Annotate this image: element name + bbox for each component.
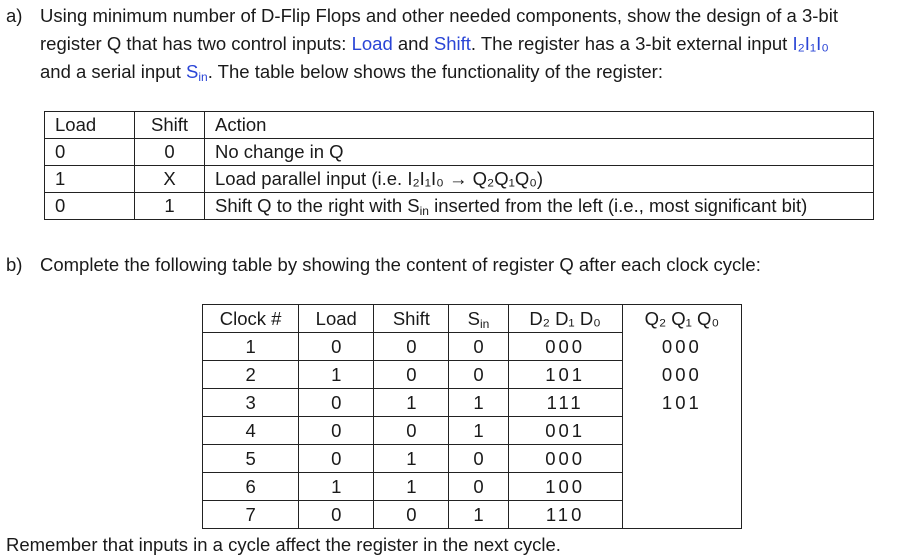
cell-shift: 1 [374,445,449,473]
cell-q: 000 [622,361,741,389]
cell-sin: 0 [449,333,508,361]
line2-post: . The register has a 3-bit external input [470,33,793,54]
cell-q: 000 [622,333,741,361]
cell-sin: 0 [449,445,508,473]
table-row [203,501,742,529]
sin-sub: in [479,317,490,331]
cell-shift: 1 [135,193,205,220]
cell-clock: 1 [203,333,299,361]
part-b-label: b) [6,254,23,275]
action-pre: Shift Q to the right with S [215,195,420,216]
cell-load: 0 [299,333,374,361]
cell-d: 111 [508,389,622,417]
cell-load: 0 [45,139,135,166]
cell-d: 101 [508,361,622,389]
table-row [45,193,874,220]
cell-sin: 1 [449,501,508,529]
table-row [45,139,874,166]
cell-shift: X [135,166,205,193]
cell-load: 0 [299,501,374,529]
header-clock: Clock # [203,305,299,333]
header-load: Load [45,112,135,139]
cell-clock: 5 [203,445,299,473]
cell-d: 100 [508,473,622,501]
sin-subscript: in [198,70,208,84]
line3-pre: and a serial input [40,61,187,82]
cell-shift: 1 [374,389,449,417]
cell-q [622,501,741,529]
cell-clock: 3 [203,389,299,417]
part-a-line3 [40,61,663,83]
header-sin [449,305,508,333]
cell-load: 1 [299,361,374,389]
cell-load: 1 [45,166,135,193]
header-shift: Shift [135,112,205,139]
table-row [203,473,742,501]
action-sub: in [419,204,429,218]
table-row [203,389,742,417]
table-row [203,333,742,361]
cell-action: Load parallel input (i.e. I₂I₁I₀ → Q₂Q₁Q₀) [205,166,874,193]
table-row [45,166,874,193]
header-load: Load [299,305,374,333]
table-row [203,445,742,473]
cell-d: 000 [508,445,622,473]
part-a-line1: Using minimum number of D-Flip Flops and other needed components, show the design of a 3-bit [40,5,838,26]
cell-sin: 1 [449,389,508,417]
header-shift: Shift [374,305,449,333]
header-q: Q₂ Q₁ Q₀ [622,305,741,333]
part-a-line2 [40,33,829,55]
clock-table [202,304,742,529]
cell-load: 0 [299,445,374,473]
cell-shift: 0 [374,417,449,445]
cell-action: No change in Q [205,139,874,166]
cell-shift: 1 [374,473,449,501]
table-header-row [203,305,742,333]
line2-pre: register Q that has two control inputs: [40,33,352,54]
cell-load: 1 [299,473,374,501]
cell-shift: 0 [374,333,449,361]
sin-main: S [467,308,480,329]
line3-post: . The table below shows the functionality of the register: [207,61,663,82]
part-b-text: Complete the following table by showing the content of register Q after each clock cycle: [40,254,761,275]
shift-word: Shift [433,33,471,54]
cell-load: 0 [299,389,374,417]
cell-clock: 7 [203,501,299,529]
cell-d: 000 [508,333,622,361]
header-d: D₂ D₁ D₀ [508,305,622,333]
cell-q [622,417,741,445]
cell-action [205,193,874,220]
line2-and: and [392,33,434,54]
cell-load: 0 [299,417,374,445]
cell-sin: 1 [449,417,508,445]
sin-word: S [186,61,199,82]
input-vector: I₂I₁I₀ [792,33,829,54]
action-post: inserted from the left (i.e., most significant bit) [428,195,808,216]
table-row [203,361,742,389]
load-word: Load [351,33,393,54]
part-a-label: a) [6,5,23,26]
header-action: Action [205,112,874,139]
cell-shift: 0 [135,139,205,166]
cell-load: 0 [45,193,135,220]
functionality-table [44,111,874,220]
table-header-row [45,112,874,139]
cell-q: 101 [622,389,741,417]
cell-shift: 0 [374,361,449,389]
cell-sin: 0 [449,361,508,389]
cell-clock: 4 [203,417,299,445]
cell-d: 110 [508,501,622,529]
cell-sin: 0 [449,473,508,501]
cell-q [622,473,741,501]
table-row [203,417,742,445]
cell-q [622,445,741,473]
cell-clock: 2 [203,361,299,389]
footer-note: Remember that inputs in a cycle affect the register in the next cycle. [6,534,561,555]
cell-d: 001 [508,417,622,445]
cell-clock: 6 [203,473,299,501]
cell-shift: 0 [374,501,449,529]
